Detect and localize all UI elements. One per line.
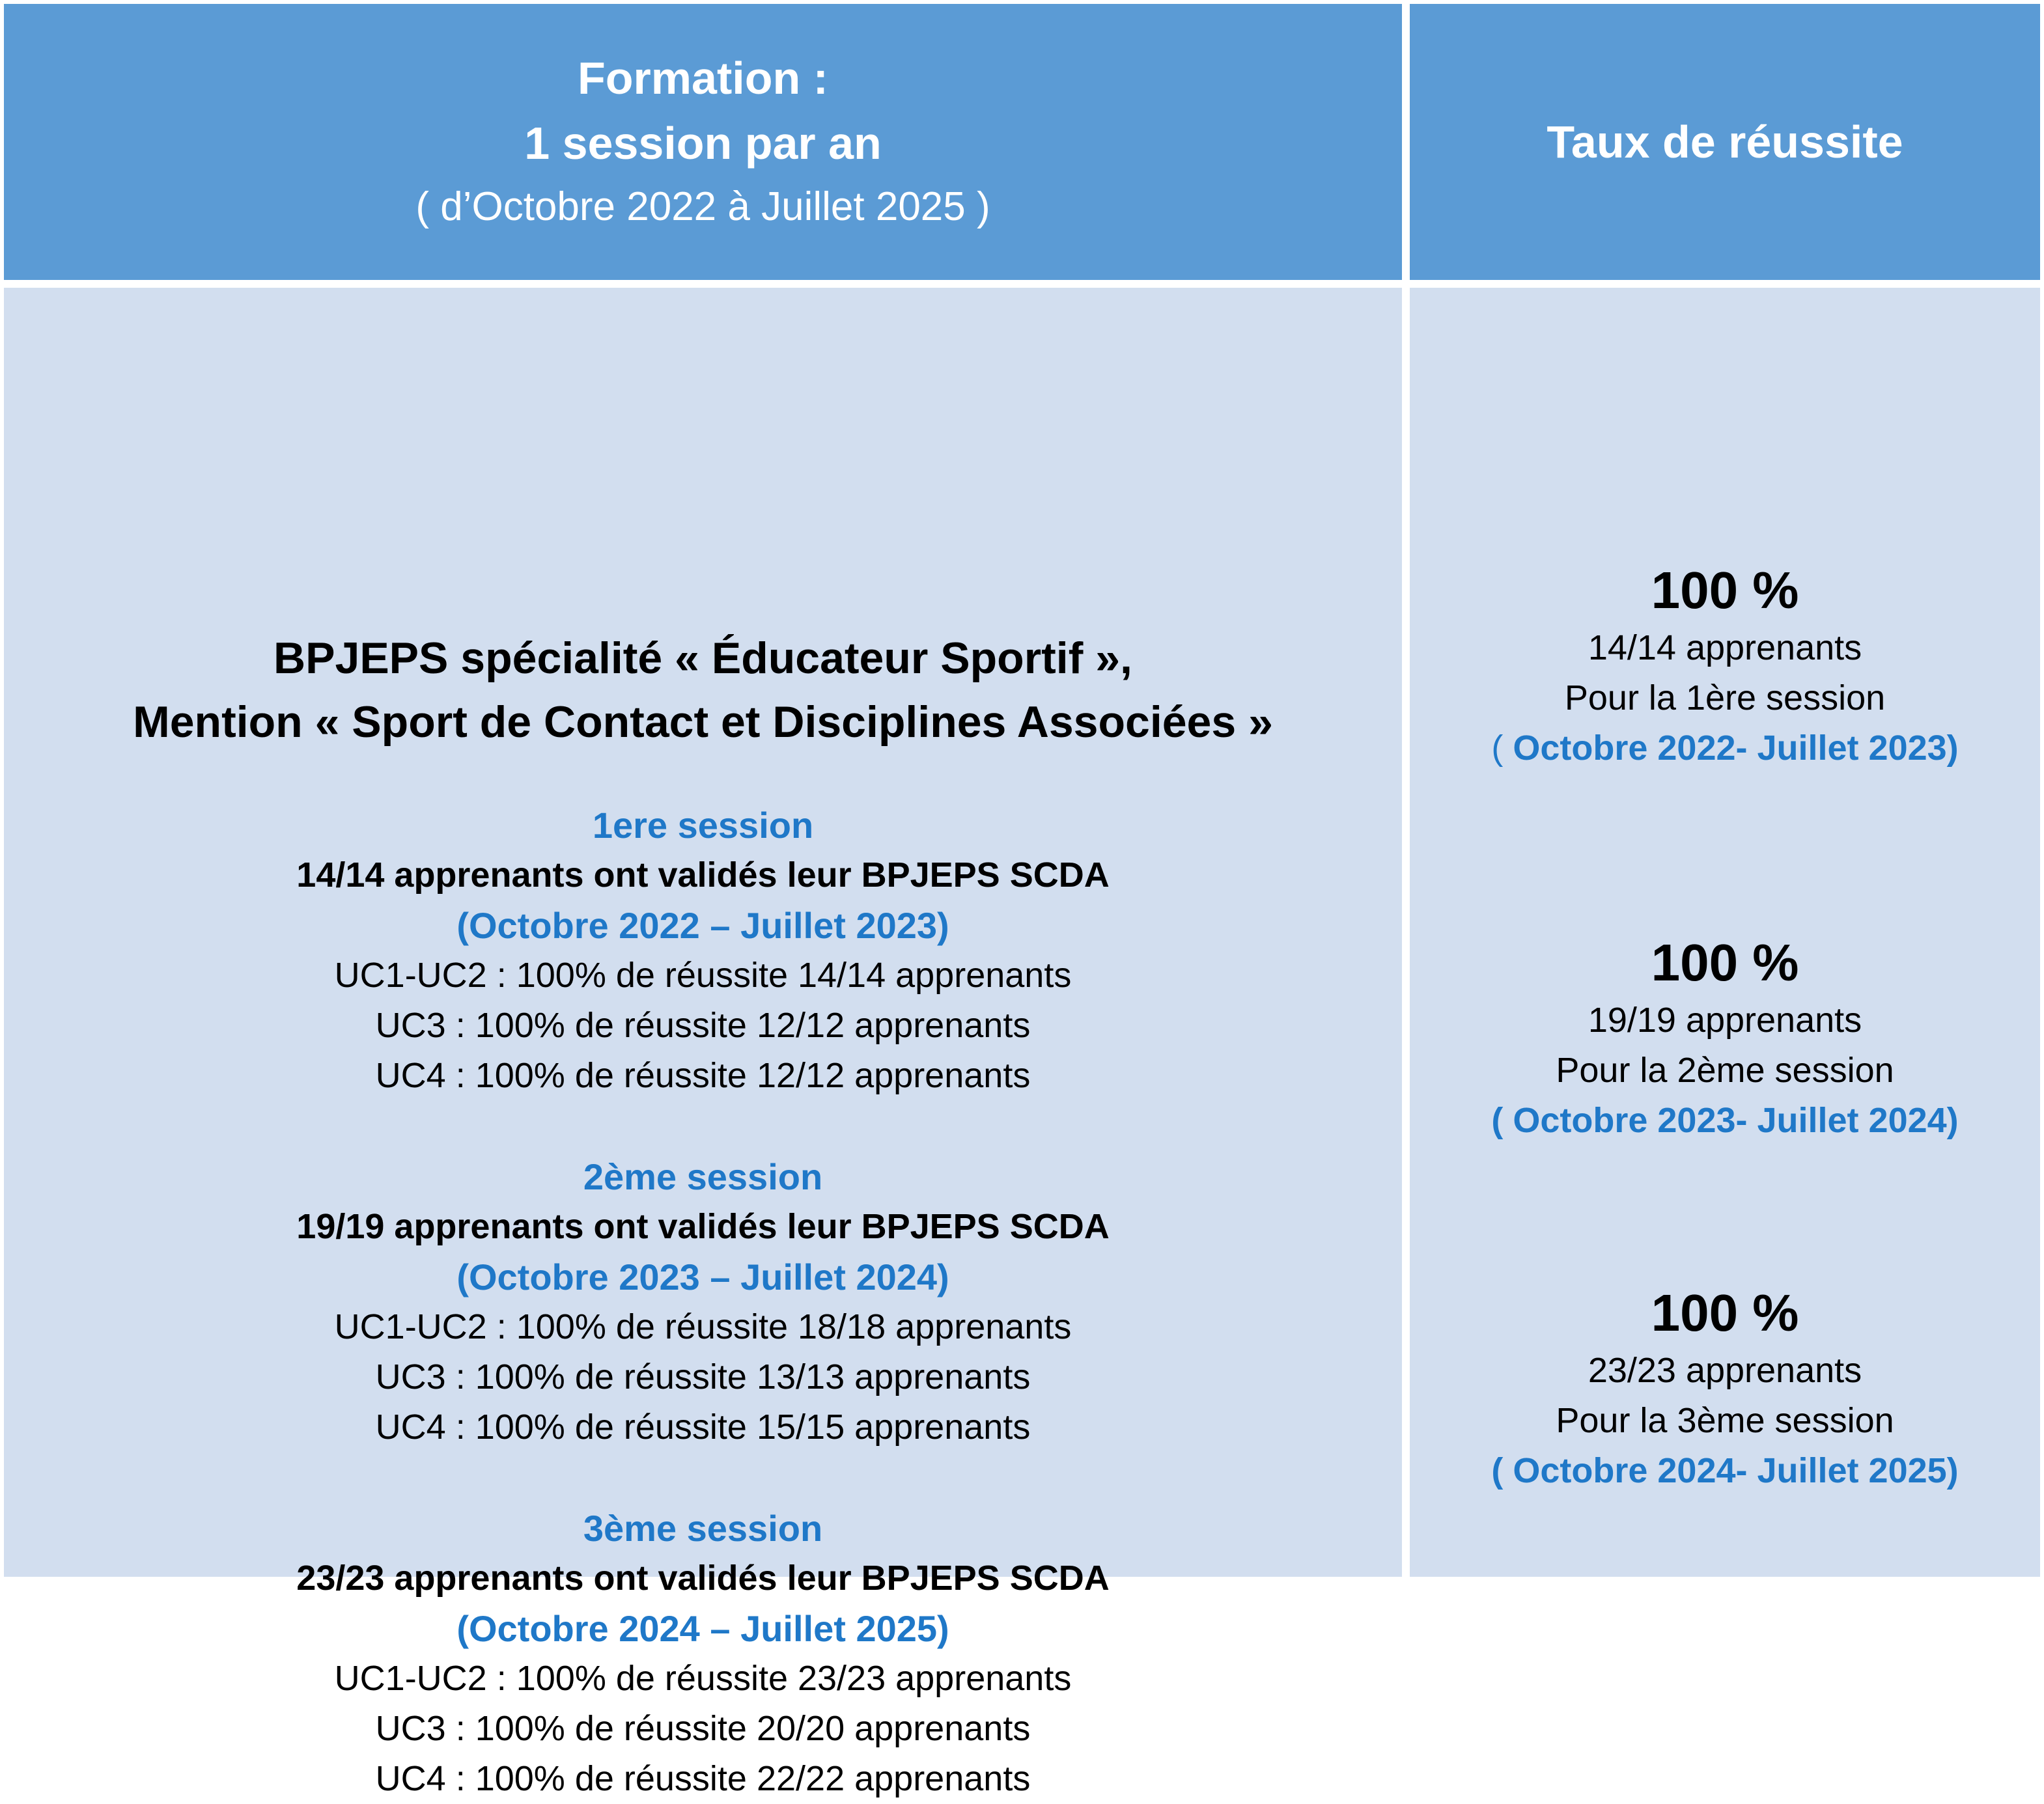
session-title: 3ème session bbox=[583, 1508, 823, 1549]
session-uc1-uc2: UC1-UC2 : 100% de réussite 23/23 apprenants bbox=[334, 1659, 1072, 1698]
session-validated: 14/14 apprenants ont validés leur BPJEPS SCDA bbox=[296, 855, 1110, 895]
session-validated: 23/23 apprenants ont validés leur BPJEPS SCDA bbox=[296, 1559, 1110, 1598]
rate-period bbox=[1410, 723, 2040, 773]
program-mention: Mention « Sport de Contact et Disciplines Associées » bbox=[133, 697, 1273, 747]
session-uc3: UC3 : 100% de réussite 12/12 apprenants bbox=[375, 1006, 1031, 1045]
program-title bbox=[4, 626, 1402, 754]
row-divider bbox=[0, 280, 2044, 288]
rate-count: 14/14 apprenants bbox=[1588, 628, 1862, 667]
rate-session-label: Pour la 1ère session bbox=[1564, 678, 1886, 717]
session-uc4: UC4 : 100% de réussite 12/12 apprenants bbox=[375, 1056, 1031, 1095]
session-uc3: UC3 : 100% de réussite 20/20 apprenants bbox=[375, 1709, 1031, 1748]
header-success-rate bbox=[1410, 4, 2040, 280]
header-formation-title: Formation : bbox=[578, 53, 828, 104]
rate-period-dates: Octobre 2023- Juillet 2024) bbox=[1513, 1101, 1959, 1140]
header-success-rate-label: Taux de réussite bbox=[1547, 117, 1903, 167]
session-title: 2ème session bbox=[583, 1156, 823, 1197]
session-uc3: UC3 : 100% de réussite 13/13 apprenants bbox=[375, 1357, 1031, 1396]
column-divider bbox=[1402, 0, 1410, 280]
session-uc1-uc2: UC1-UC2 : 100% de réussite 18/18 apprenants bbox=[334, 1307, 1072, 1346]
success-rates bbox=[1410, 288, 2040, 1577]
rate-period bbox=[1410, 1096, 2040, 1146]
session-title: 1ere session bbox=[592, 805, 814, 846]
header-period: ( d’Octobre 2022 à Juillet 2025 ) bbox=[415, 184, 990, 229]
rate-value: 100 % bbox=[1651, 1284, 1799, 1342]
session-validated: 19/19 apprenants ont validés leur BPJEPS SCDA bbox=[296, 1207, 1110, 1246]
rate-session-label: Pour la 3ème session bbox=[1556, 1401, 1894, 1440]
session-period: (Octobre 2024 – Juillet 2025) bbox=[456, 1608, 949, 1649]
session-period: (Octobre 2023 – Juillet 2024) bbox=[456, 1256, 949, 1297]
rate-block-1 bbox=[1410, 558, 2040, 773]
rate-value: 100 % bbox=[1651, 934, 1799, 992]
rate-session-label: Pour la 2ème session bbox=[1556, 1051, 1894, 1090]
rate-period-open: ( bbox=[1491, 1101, 1513, 1140]
rate-period-open: ( bbox=[1491, 729, 1513, 768]
header-session-frequency: 1 session par an bbox=[524, 118, 882, 169]
rate-period-dates: Octobre 2022- Juillet 2023) bbox=[1513, 729, 1959, 768]
rate-count: 23/23 apprenants bbox=[1588, 1351, 1862, 1390]
rate-value: 100 % bbox=[1651, 561, 1799, 619]
session-block-1 bbox=[4, 800, 1402, 1101]
rate-block-3 bbox=[1410, 1281, 2040, 1496]
rate-period bbox=[1410, 1446, 2040, 1496]
session-uc4: UC4 : 100% de réussite 22/22 apprenants bbox=[375, 1759, 1031, 1798]
program-specialty: BPJEPS spécialité « Éducateur Sportif », bbox=[273, 633, 1132, 683]
session-block-3 bbox=[4, 1503, 1402, 1804]
column-divider bbox=[1402, 288, 1410, 1581]
rate-period-dates: Octobre 2024- Juillet 2025) bbox=[1513, 1451, 1959, 1490]
session-block-2 bbox=[4, 1152, 1402, 1452]
session-uc4: UC4 : 100% de réussite 15/15 apprenants bbox=[375, 1408, 1031, 1447]
session-period: (Octobre 2022 – Juillet 2023) bbox=[456, 905, 949, 946]
header-formation bbox=[4, 4, 1402, 280]
rate-block-2 bbox=[1410, 930, 2040, 1146]
rate-count: 19/19 apprenants bbox=[1588, 1001, 1862, 1040]
session-uc1-uc2: UC1-UC2 : 100% de réussite 14/14 apprenants bbox=[334, 956, 1072, 995]
program-details bbox=[4, 288, 1402, 1798]
rate-period-open: ( bbox=[1491, 1451, 1513, 1490]
